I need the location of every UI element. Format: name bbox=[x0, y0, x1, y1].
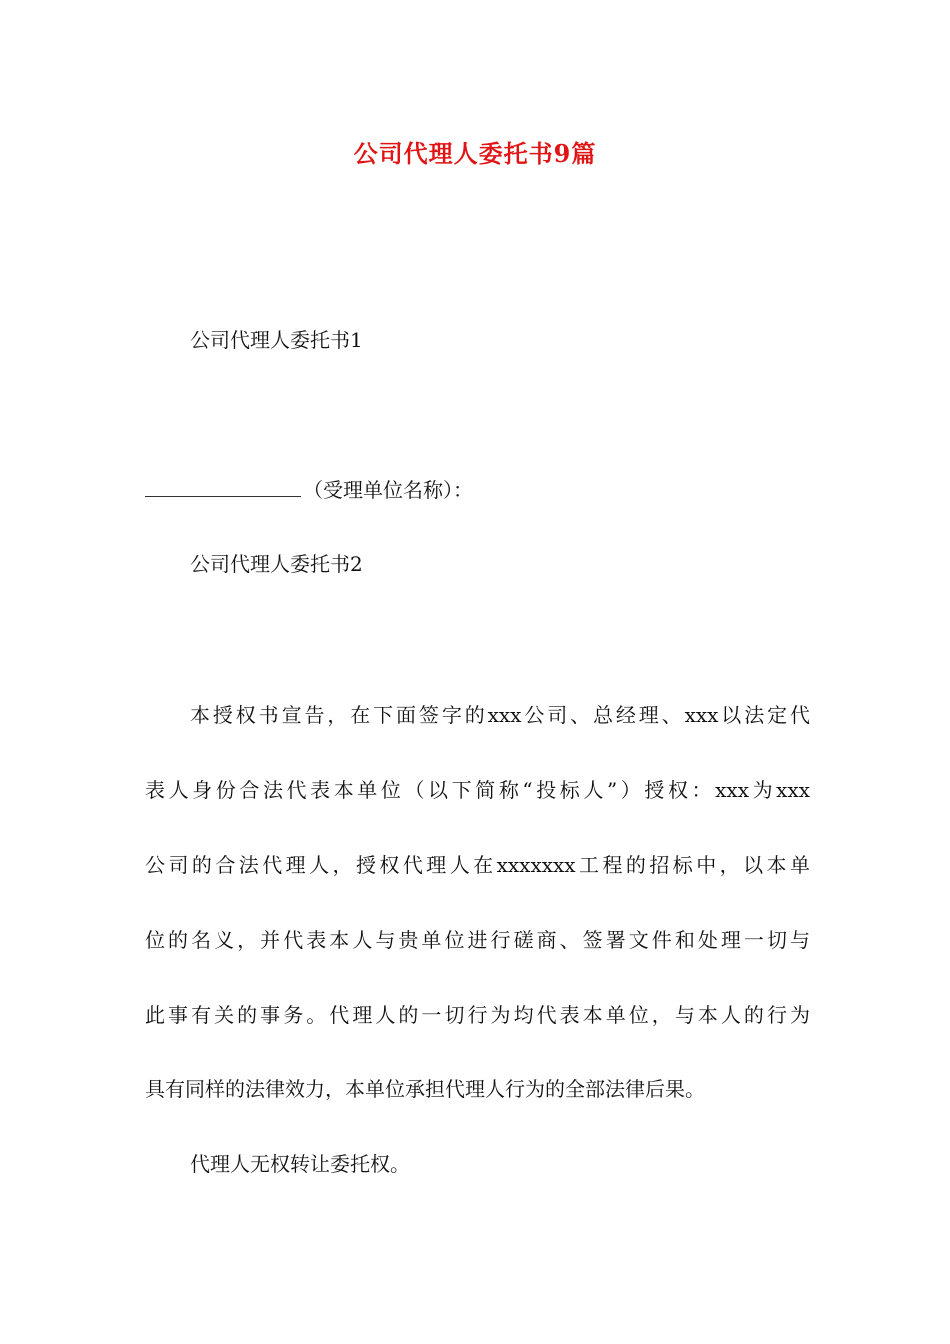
addressee-line bbox=[145, 477, 473, 503]
paragraph-line: 公司的合法代理人，授权代理人在xxxxxxx工程的招标中，以本单 bbox=[145, 853, 810, 877]
addressee-label: （受理单位名称）： bbox=[303, 478, 473, 502]
paragraph-line: 具有同样的法律效力，本单位承担代理人行为的全部法律后果。 bbox=[145, 1077, 705, 1101]
section-heading-2: 公司代理人委托书2 bbox=[190, 552, 363, 576]
document-title: 公司代理人委托书9篇 bbox=[353, 139, 597, 168]
closing-line: 代理人无权转让委托权。 bbox=[190, 1152, 410, 1176]
paragraph-line: 本授权书宣告，在下面签字的xxx公司、总经理、xxx以法定代 bbox=[190, 703, 810, 727]
paragraph-line: 表人身份合法代表本单位（以下简称“投标人”）授权：xxx为xxx bbox=[145, 778, 810, 802]
paragraph-line: 位的名义，并代表本人与贵单位进行磋商、签署文件和处理一切与 bbox=[145, 928, 810, 952]
section-heading-1: 公司代理人委托书1 bbox=[190, 328, 363, 352]
addressee-blank-field bbox=[145, 478, 301, 497]
paragraph-line: 此事有关的事务。代理人的一切行为均代表本单位，与本人的行为 bbox=[145, 1003, 810, 1027]
